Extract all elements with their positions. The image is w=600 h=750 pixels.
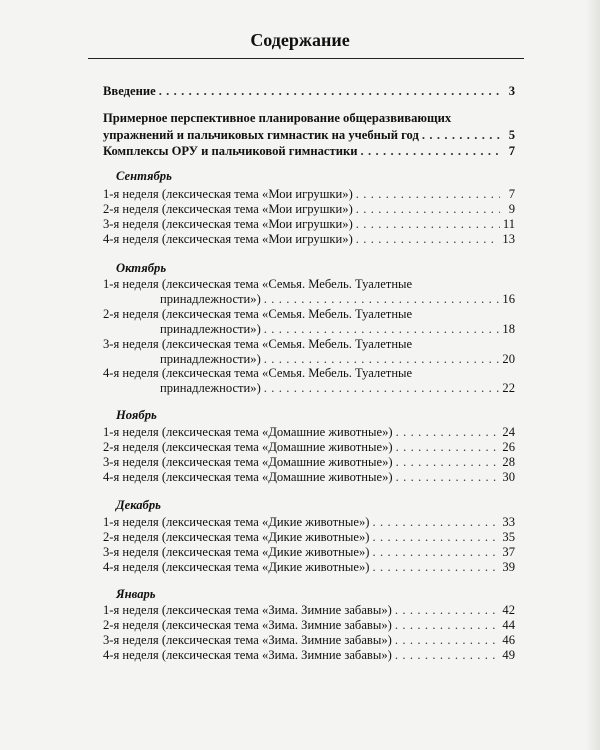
toc-entry[interactable] xyxy=(103,530,515,545)
toc-page-number: 28 xyxy=(502,455,515,469)
toc-page-number: 7 xyxy=(508,187,515,201)
toc-page-number: 44 xyxy=(502,618,515,632)
toc-page-number: 24 xyxy=(502,425,515,439)
month-heading-december: Декабрь xyxy=(116,498,161,512)
toc-entry-continuation: принадлежности») xyxy=(160,352,261,366)
toc-entry-label: 1-я неделя (лексическая тема «Зима. Зимние забавы») xyxy=(103,603,392,617)
dot-leader xyxy=(356,187,500,202)
toc-entry[interactable] xyxy=(103,560,515,575)
toc-entry-label: Комплексы ОРУ и пальчиковой гимнастики xyxy=(103,144,358,158)
toc-entry-label: 2-я неделя (лексическая тема «Дикие животные») xyxy=(103,530,370,544)
toc-page-number: 16 xyxy=(502,292,515,306)
toc-entry-continuation: принадлежности») xyxy=(160,381,261,395)
dot-leader xyxy=(360,144,500,159)
dot-leader xyxy=(264,352,500,367)
toc-page-number: 26 xyxy=(502,440,515,454)
toc-page-number: 13 xyxy=(502,232,515,246)
toc-entry-label xyxy=(103,352,261,367)
toc-page-number: 30 xyxy=(502,470,515,484)
toc-entry-label: 2-я неделя (лексическая тема «Зима. Зимние забавы») xyxy=(103,618,392,632)
toc-entry[interactable] xyxy=(103,648,515,663)
toc-entry-complexes[interactable] xyxy=(103,144,515,159)
toc-page-number: 49 xyxy=(502,648,515,662)
toc-entry[interactable] xyxy=(103,381,515,396)
toc-entry-label: Введение xyxy=(103,84,156,98)
month-heading-october: Октябрь xyxy=(116,261,167,275)
page-edge-shadow xyxy=(586,0,600,750)
month-heading-january: Январь xyxy=(116,587,156,601)
toc-entry-label: 1-я неделя (лексическая тема «Домашние животные») xyxy=(103,425,393,439)
dot-leader xyxy=(395,633,500,648)
dot-leader xyxy=(264,322,500,337)
dot-leader xyxy=(422,128,500,143)
toc-page-number: 39 xyxy=(502,560,515,574)
toc-page-number: 18 xyxy=(502,322,515,336)
toc-entry-line1[interactable]: 3-я неделя (лексическая тема «Семья. Мебель. Туалетные xyxy=(103,337,413,351)
toc-entry-label: 2-я неделя (лексическая тема «Мои игрушки») xyxy=(103,202,353,216)
toc-page-number: 42 xyxy=(502,603,515,617)
dot-leader xyxy=(372,560,499,575)
toc-entry-planning[interactable] xyxy=(103,128,515,143)
page-title: Содержание xyxy=(250,30,350,50)
toc-page-number: 33 xyxy=(502,515,515,529)
toc-entry[interactable] xyxy=(103,322,515,337)
toc-entry[interactable] xyxy=(103,470,515,485)
dot-leader xyxy=(264,381,500,396)
toc-entry[interactable] xyxy=(103,202,515,217)
dot-leader xyxy=(395,603,500,618)
toc-entry[interactable] xyxy=(103,455,515,470)
toc-entry-line1[interactable]: 4-я неделя (лексическая тема «Семья. Мебель. Туалетные xyxy=(103,366,413,380)
toc-entry[interactable] xyxy=(103,618,515,633)
toc-entry-label: 1-я неделя (лексическая тема «Мои игрушки») xyxy=(103,187,353,201)
dot-leader xyxy=(356,202,500,217)
toc-entry[interactable] xyxy=(103,217,515,232)
title-underline xyxy=(88,58,524,59)
toc-entry[interactable] xyxy=(103,603,515,618)
month-heading-november: Ноябрь xyxy=(116,408,157,422)
toc-entry-label xyxy=(103,381,261,396)
toc-entry-label: 3-я неделя (лексическая тема «Дикие животные») xyxy=(103,545,370,559)
dot-leader xyxy=(395,648,500,663)
toc-entry-label: 1-я неделя (лексическая тема «Дикие животные») xyxy=(103,515,370,529)
toc-page-number: 22 xyxy=(502,381,515,395)
toc-page-number: 35 xyxy=(502,530,515,544)
dot-leader xyxy=(264,292,500,307)
toc-entry-label: 3-я неделя (лексическая тема «Зима. Зимние забавы») xyxy=(103,633,392,647)
toc-page-number: 46 xyxy=(502,633,515,647)
toc-page-number: 37 xyxy=(502,545,515,559)
toc-entry-label: 3-я неделя (лексическая тема «Мои игрушки») xyxy=(103,217,353,231)
toc-entry-label: 4-я неделя (лексическая тема «Дикие животные») xyxy=(103,560,370,574)
toc-page-number: 9 xyxy=(508,202,515,216)
toc-entry[interactable] xyxy=(103,352,515,367)
toc-entry-label: 4-я неделя (лексическая тема «Домашние животные») xyxy=(103,470,393,484)
toc-entry-label xyxy=(103,292,261,307)
toc-entry[interactable] xyxy=(103,232,515,247)
toc-entry-label: 4-я неделя (лексическая тема «Мои игрушки») xyxy=(103,232,353,246)
toc-entry[interactable] xyxy=(103,292,515,307)
dot-leader xyxy=(372,545,499,560)
toc-page-number: 20 xyxy=(502,352,515,366)
toc-entry-continuation: принадлежности») xyxy=(160,292,261,306)
dot-leader xyxy=(395,618,500,633)
dot-leader xyxy=(356,217,500,232)
dot-leader xyxy=(372,530,499,545)
toc-entry-label: 2-я неделя (лексическая тема «Домашние животные») xyxy=(103,440,393,454)
dot-leader xyxy=(356,232,500,247)
toc-page-number: 3 xyxy=(508,84,515,98)
toc-entry[interactable] xyxy=(103,545,515,560)
toc-entry-line1[interactable]: 1-я неделя (лексическая тема «Семья. Мебель. Туалетные xyxy=(103,277,413,291)
dot-leader xyxy=(372,515,499,530)
toc-entry-label xyxy=(103,322,261,337)
dot-leader xyxy=(396,440,500,455)
month-heading-september: Сентябрь xyxy=(116,169,172,183)
dot-leader xyxy=(396,425,500,440)
toc-entry-intro[interactable] xyxy=(103,84,515,99)
toc-entry-label: 4-я неделя (лексическая тема «Зима. Зимние забавы») xyxy=(103,648,392,662)
toc-entry-planning-line1[interactable]: Примерное перспективное планирование общеразвивающих xyxy=(103,111,452,125)
toc-page-number: 5 xyxy=(508,128,515,142)
toc-page-number: 11 xyxy=(502,217,515,231)
toc-entry[interactable] xyxy=(103,633,515,648)
toc-entry-continuation: принадлежности») xyxy=(160,322,261,336)
dot-leader xyxy=(159,84,500,99)
toc-entry-label: упражнений и пальчиковых гимнастик на учебный год xyxy=(103,128,419,142)
toc-entry-line1[interactable]: 2-я неделя (лексическая тема «Семья. Мебель. Туалетные xyxy=(103,307,413,321)
toc-entry[interactable] xyxy=(103,440,515,455)
toc-entry[interactable] xyxy=(103,187,515,202)
dot-leader xyxy=(396,455,500,470)
toc-entry[interactable] xyxy=(103,515,515,530)
toc-entry[interactable] xyxy=(103,425,515,440)
toc-entry-label: 3-я неделя (лексическая тема «Домашние животные») xyxy=(103,455,393,469)
toc-page-number: 7 xyxy=(508,144,515,158)
dot-leader xyxy=(396,470,500,485)
